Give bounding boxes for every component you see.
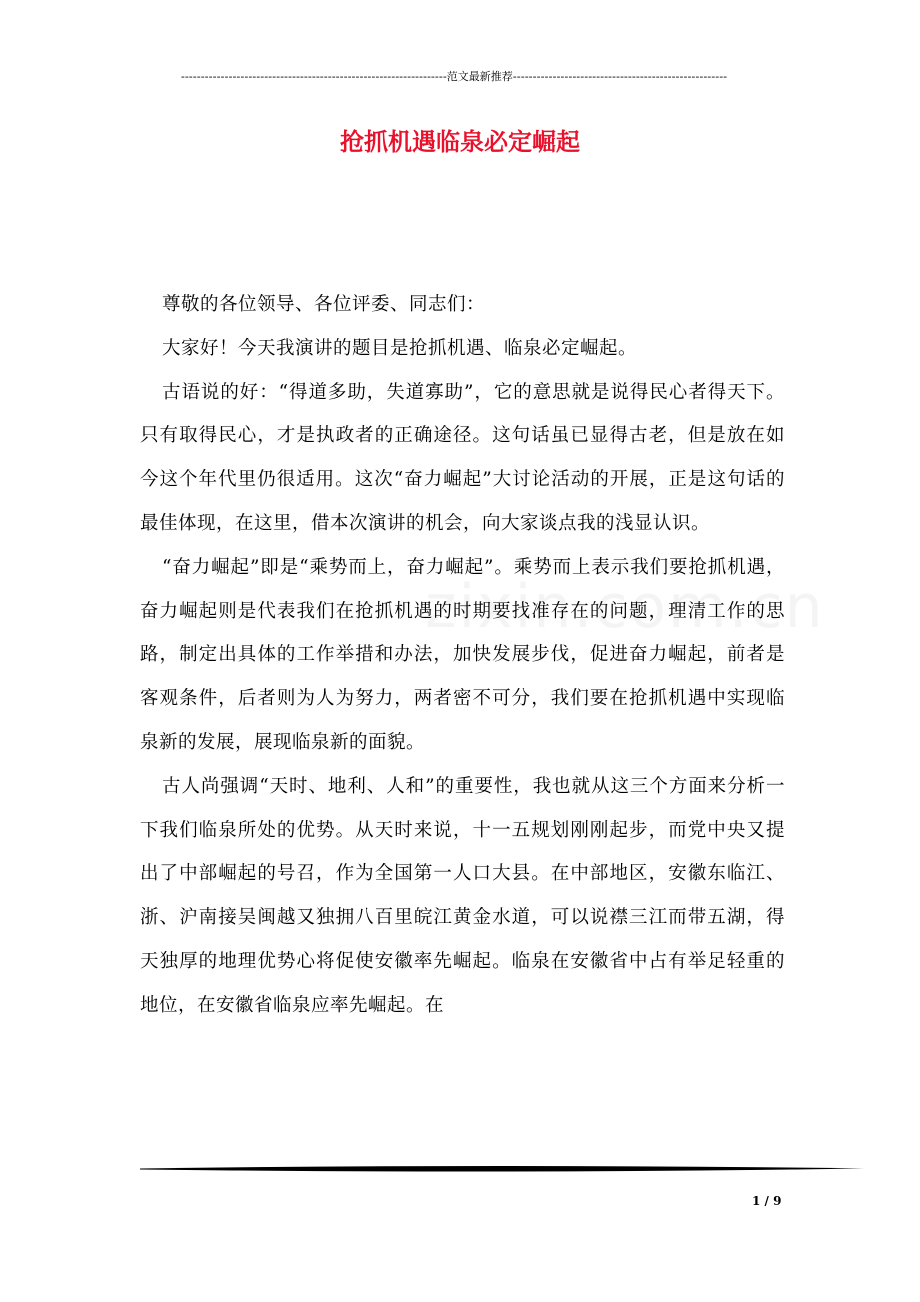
paragraph-proverb: 古语说的好：“得道多助，失道寡助”，它的意思就是说得民心者得天下。只有取得民心，才是执政者的正确途径。这句话虽已显得古老，但是放在如今这个年代里仍很适用。这次“奋力崛起”大讨论活动的开展，正是这句话的最佳体现，在这里，借本次演讲的机会，向大家谈点我的浅显认识。 <box>140 381 785 534</box>
paragraph-greeting: 大家好！今天我演讲的题目是抢抓机遇、临泉必定崛起。 <box>162 337 638 359</box>
page-number: 1 / 9 <box>752 1194 782 1208</box>
document-title: 抢抓机遇临泉必定崛起 <box>340 127 580 156</box>
document-body <box>140 283 785 1028</box>
page-header: -------------------------------------------------------------------范文最新推荐------------------------------------------------------ <box>180 70 728 83</box>
paragraph-advantages: 古人尚强调“天时、地利、人和”的重要性，我也就从这三个方面来分析一下我们临泉所处的优势。从天时来说，十一五规划刚刚起步，而党中央又提出了中部崛起的号召，作为全国第一人口大县。在中部地区，安徽东临江、浙、沪南接吴闽越又独拥八百里皖江黄金水道，可以说襟三江而带五湖，得天独厚的地理优势心将促使安徽率先崛起。临泉在安徽省中占有举足轻重的地位，在安徽省临泉应率先崛起。在 <box>140 775 785 1016</box>
paragraph-rise: “奋力崛起”即是“乘势而上，奋力崛起”。乘势而上表示我们要抢抓机遇，奋力崛起则是代表我们在抢抓机遇的时期要找准存在的问题，理清工作的思路，制定出具体的工作举措和办法，加快发展步伐，促进奋力崛起，前者是客观条件，后者则为人为努力，两者密不可分，我们要在抢抓机遇中实现临泉新的发展，展现临泉新的面貌。 <box>140 556 785 753</box>
footer-divider <box>140 1163 864 1175</box>
paragraph-salutation: 尊敬的各位领导、各位评委、同志们： <box>162 294 486 315</box>
